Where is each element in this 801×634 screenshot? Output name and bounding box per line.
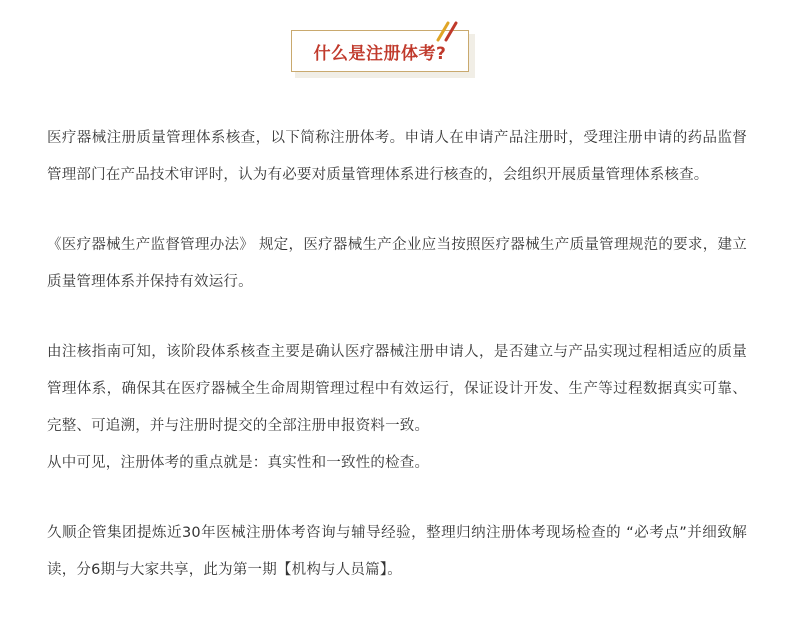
- paragraph-regulation: 《医疗器械生产监督管理办法》 规定，医疗器械生产企业应当按照医疗器械生产质量管理规范的要求，建立质量管理体系并保持有效运行。: [47, 237, 747, 290]
- section-title: 什么是注册体考?: [313, 43, 447, 64]
- paragraph-guideline: 由注核指南可知，该阶段体系核查主要是确认医疗器械注册申请人，是否建立与产品实现过程相适应的质量管理体系，确保其在医疗器械全生命周期管理过程中有效运行，保证设计开发、生产等过程数据真实可靠、完整、可追溯，并与注册时提交的全部注册申报资料一致。: [47, 344, 747, 434]
- article-body: [47, 120, 747, 589]
- decorative-slash-icon: [434, 20, 460, 42]
- paragraph-key-point: 从中可见，注册体考的重点就是：真实性和一致性的检查。: [47, 455, 430, 471]
- paragraph-definition: 医疗器械注册质量管理体系核查，以下简称注册体考。申请人在申请产品注册时，受理注册申请的药品监督管理部门在产品技术审评时，认为有必要对质量管理体系进行核查的，会组织开展质量管理体系核查。: [47, 130, 747, 183]
- paragraph-introduction: 久顺企管集团提炼近30年医械注册体考咨询与辅导经验，整理归纳注册体考现场检查的 “必考点”并细致解读，分6期与大家共享，此为第一期【机构与人员篇】。: [47, 525, 747, 578]
